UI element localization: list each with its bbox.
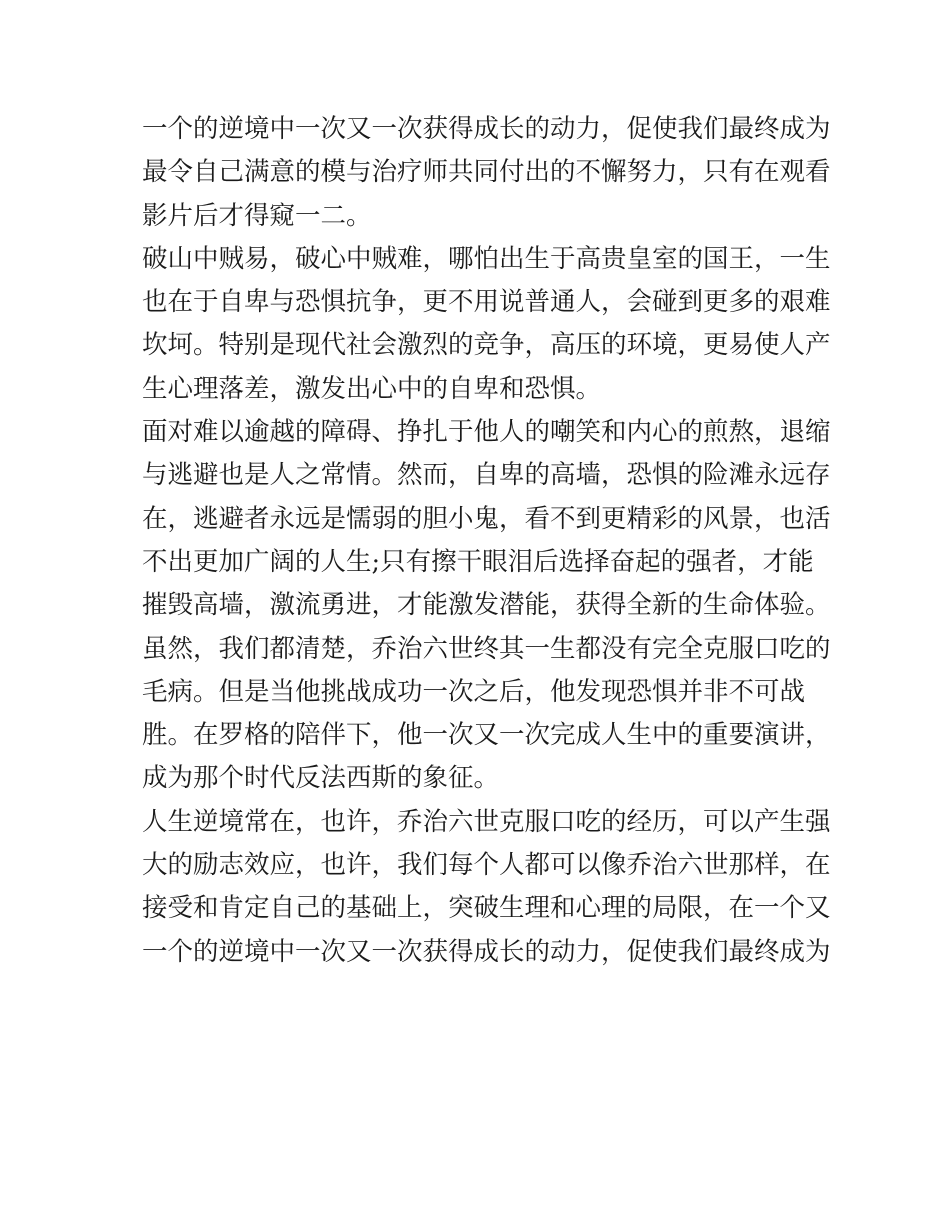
text-line: 坎坷。特别是现代社会激烈的竞争，高压的环境，更易使人产 — [142, 330, 831, 361]
text-line: 胜。在罗格的陪伴下，他一次又一次完成人生中的重要演讲， — [142, 720, 831, 751]
text-line: 接受和肯定自己的基础上，突破生理和心理的局限，在一个又 — [142, 893, 831, 924]
text-line: 成为那个时代反法西斯的象征。 — [142, 763, 500, 794]
document-body — [142, 108, 831, 974]
text-line: 毛病。但是当他挑战成功一次之后，他发现恐惧并非不可战 — [142, 676, 806, 707]
text-line: 影片后才得窥一二。 — [142, 200, 372, 231]
text-line: 最令自己满意的模与治疗师共同付出的不懈努力，只有在观看 — [142, 157, 831, 188]
text-line: 也在于自卑与恐惧抗争，更不用说普通人，会碰到更多的艰难 — [142, 287, 831, 318]
text-line: 破山中贼易，破心中贼难，哪怕出生于高贵皇室的国王，一生 — [142, 243, 831, 274]
text-line: 一个的逆境中一次又一次获得成长的动力，促使我们最终成为 — [142, 114, 831, 144]
text-line: 一个的逆境中一次又一次获得成长的动力，促使我们最终成为 — [142, 936, 831, 967]
text-line: 在，逃避者永远是懦弱的胆小鬼，看不到更精彩的风景，也活 — [142, 503, 831, 534]
text-line: 与逃避也是人之常情。然而，自卑的高墙，恐惧的险滩永远存 — [142, 460, 831, 491]
text-line: 面对难以逾越的障碍、挣扎于他人的嘲笑和内心的煎熬，退缩 — [142, 417, 831, 448]
text-line: 不出更加广阔的人生;只有擦干眼泪后选择奋起的强者，才能 — [142, 546, 814, 577]
text-line: 人生逆境常在，也许，乔治六世克服口吃的经历，可以产生强 — [142, 806, 831, 837]
text-line: 虽然，我们都清楚，乔治六世终其一生都没有完全克服口吃的 — [142, 633, 831, 664]
text-line: 摧毁高墙，激流勇进，才能激发潜能，获得全新的生命体验。 — [142, 590, 831, 621]
text-line: 生心理落差，激发出心中的自卑和恐惧。 — [142, 373, 602, 404]
text-line: 大的励志效应，也许，我们每个人都可以像乔治六世那样，在 — [142, 850, 831, 881]
